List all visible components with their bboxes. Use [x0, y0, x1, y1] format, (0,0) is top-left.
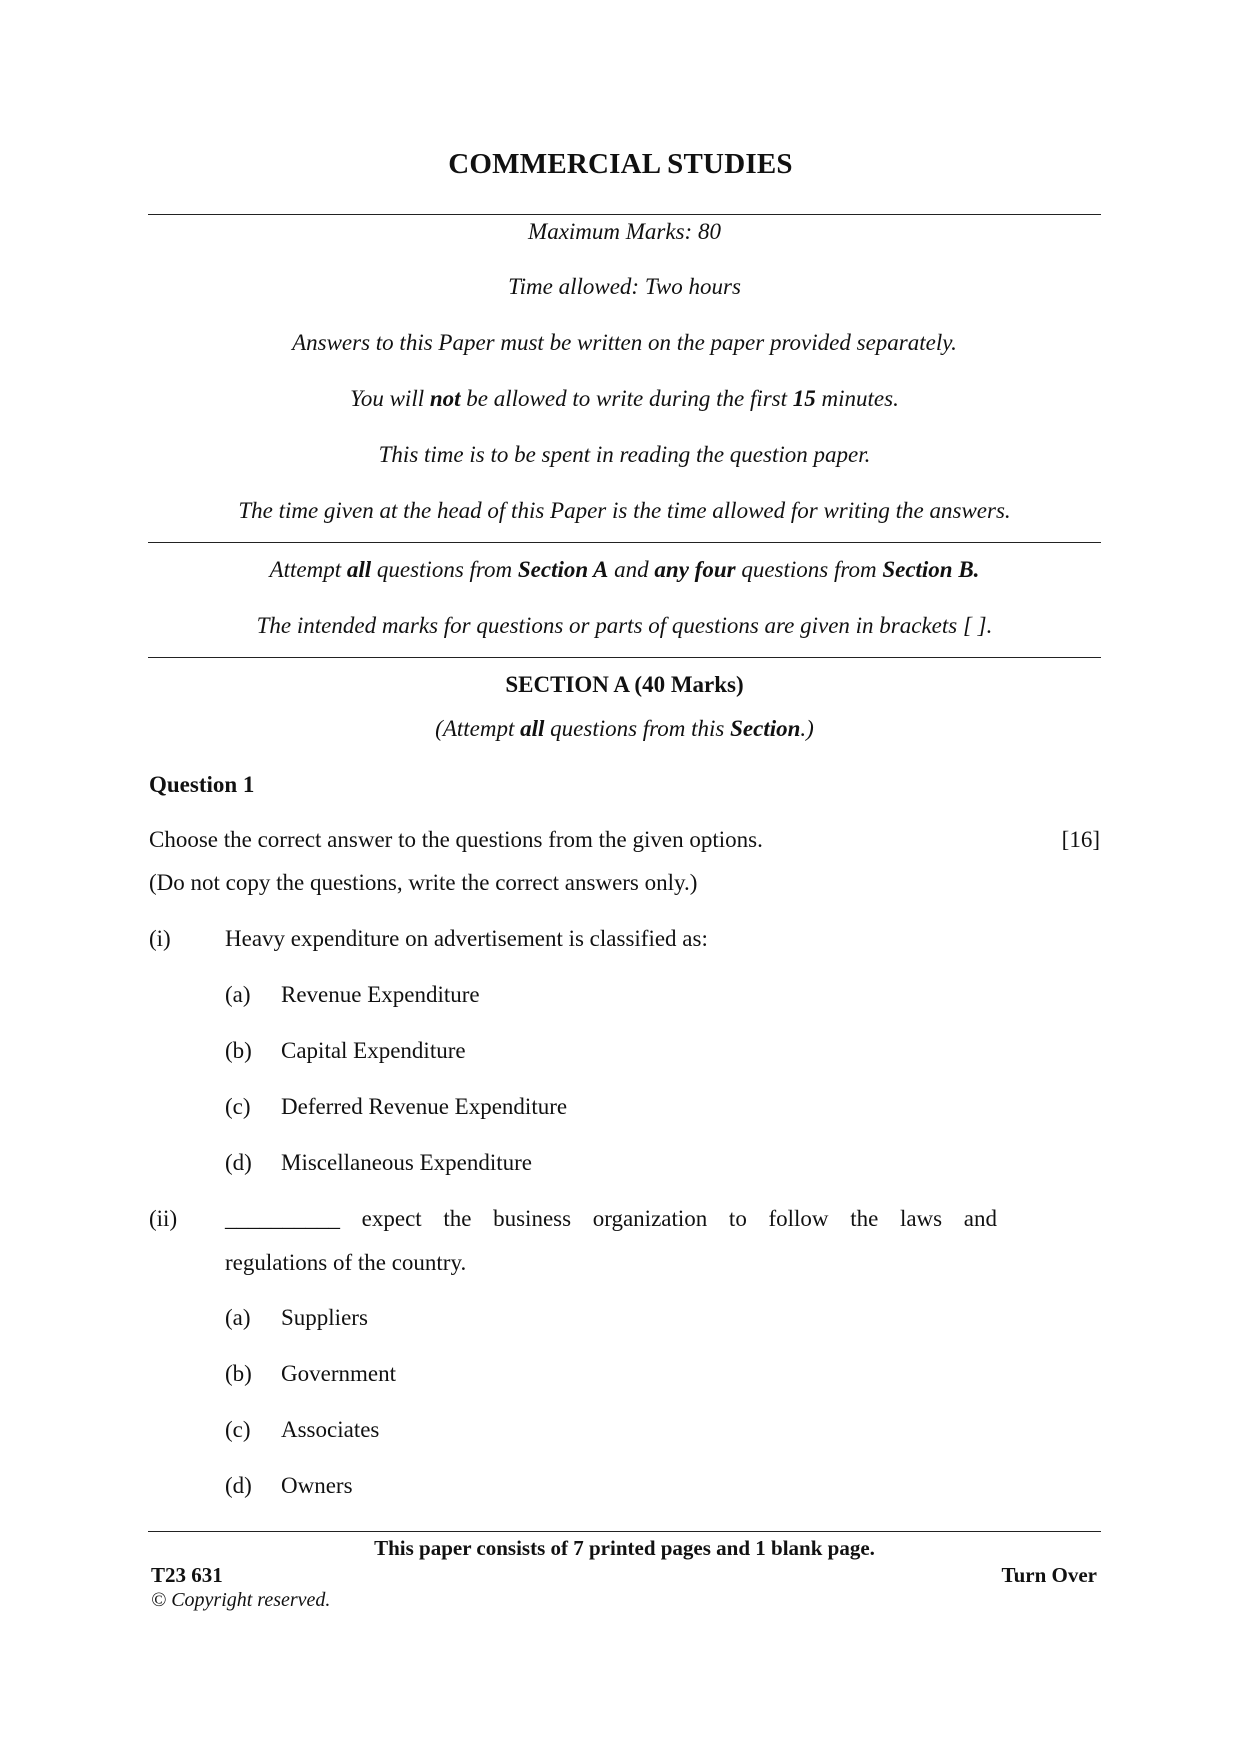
part-i-option-b-letter: (b): [225, 1038, 252, 1063]
part-ii-text-line2: regulations of the country.: [225, 1250, 467, 1275]
time-allowed: Time allowed: Two hours: [508, 274, 741, 299]
paper-title: COMMERCIAL STUDIES: [448, 148, 793, 180]
question-1-note: (Do not copy the questions, write the correct answers only.): [149, 870, 698, 895]
footer-divider: [148, 1531, 1101, 1532]
part-ii-option-a: Suppliers: [281, 1305, 368, 1330]
part-i-option-c-letter: (c): [225, 1094, 251, 1119]
time-given-note: The time given at the head of this Paper is the time allowed for writing the answers.: [238, 498, 1011, 523]
part-ii-option-b-letter: (b): [225, 1361, 252, 1386]
part-i-number: (i): [149, 926, 171, 951]
part-i-option-b: Capital Expenditure: [281, 1038, 466, 1063]
reading-time-note: This time is to be spent in reading the question paper.: [378, 442, 871, 467]
divider-bottom: [148, 657, 1101, 658]
question-1-marks: [16]: [1061, 827, 1100, 852]
question-1-instruction: Choose the correct answer to the questions from the given options.: [149, 827, 763, 852]
marks-note: The intended marks for questions or parts of questions are given in brackets [ ].: [256, 613, 993, 638]
no-write-note: You will not be allowed to write during the first 15 minutes.: [350, 386, 899, 411]
answers-note: Answers to this Paper must be written on the paper provided separately.: [292, 330, 957, 355]
part-ii-option-d: Owners: [281, 1473, 353, 1498]
divider-middle: [148, 542, 1101, 543]
part-ii-option-a-letter: (a): [225, 1305, 251, 1330]
paper-code: T23 631: [151, 1563, 223, 1587]
question-1-heading: Question 1: [149, 772, 255, 797]
pages-note: This paper consists of 7 printed pages and 1 blank page.: [374, 1536, 875, 1560]
part-i-text: Heavy expenditure on advertisement is classified as:: [225, 926, 708, 951]
section-a-subheading: (Attempt all questions from this Section.): [435, 716, 814, 741]
part-i-option-a: Revenue Expenditure: [281, 982, 480, 1007]
attempt-note: Attempt all questions from Section A and any four questions from Section B.: [269, 557, 980, 582]
divider-top: [148, 214, 1101, 215]
part-ii-option-b: Government: [281, 1361, 396, 1386]
part-ii-option-d-letter: (d): [225, 1473, 252, 1498]
part-i-option-d-letter: (d): [225, 1150, 252, 1175]
section-a-heading: SECTION A (40 Marks): [505, 672, 744, 697]
max-marks: Maximum Marks: 80: [528, 219, 721, 244]
part-i-option-c: Deferred Revenue Expenditure: [281, 1094, 568, 1119]
turn-over: Turn Over: [1001, 1563, 1097, 1587]
copyright-note: © Copyright reserved.: [151, 1589, 331, 1611]
part-ii-option-c-letter: (c): [225, 1417, 251, 1442]
part-ii-number: (ii): [149, 1206, 178, 1231]
part-ii-text-line1: __________ expect the business organization to follow the laws and: [225, 1206, 997, 1231]
part-i-option-a-letter: (a): [225, 982, 251, 1007]
part-i-option-d: Miscellaneous Expenditure: [281, 1150, 533, 1175]
part-ii-option-c: Associates: [281, 1417, 380, 1442]
